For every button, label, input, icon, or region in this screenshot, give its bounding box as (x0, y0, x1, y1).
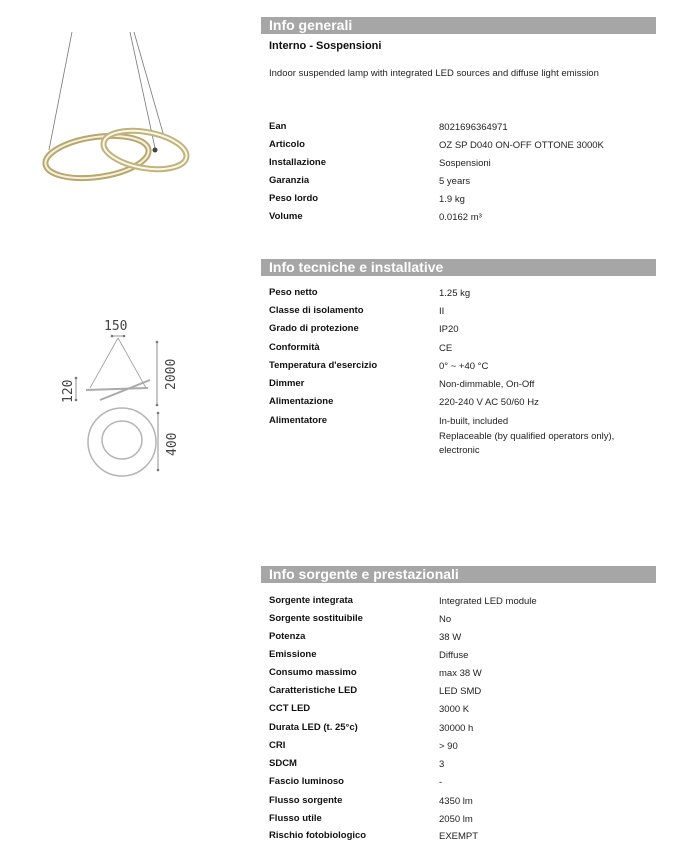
spec-label: Conformità (269, 342, 320, 353)
spec-value: 0.0162 m³ (439, 212, 482, 223)
spec-label: Grado di protezione (269, 323, 359, 334)
spec-label: Durata LED (t. 25°c) (269, 722, 358, 733)
spec-label: Flusso utile (269, 813, 322, 824)
spec-label: Peso lordo (269, 193, 319, 204)
spec-value: 5 years (439, 176, 471, 187)
spec-label: CRI (269, 740, 286, 751)
spec-label: Alimentatore (269, 415, 328, 426)
technical-drawing (0, 310, 250, 510)
spec-value: LED SMD (439, 686, 482, 697)
spec-value: 8021696364971 (439, 122, 508, 133)
spec-label: Sorgente sostituibile (269, 613, 363, 624)
left-column (0, 0, 250, 840)
spec-value: - (439, 777, 443, 788)
spec-label: Sorgente integrata (269, 595, 353, 606)
spec-value: 220-240 V AC 50/60 Hz (439, 397, 539, 408)
product-description: Indoor suspended lamp with integrated LED sources and diffuse light emission (269, 68, 599, 79)
spec-value: II (439, 306, 445, 317)
spec-label: Temperatura d'esercizio (269, 360, 378, 371)
spec-value: 2050 lm (439, 814, 473, 825)
spec-label: Classe di isolamento (269, 305, 364, 316)
spec-value: In-built, included Replaceable (by qualified operators only), electronic (439, 416, 615, 456)
spec-label: Dimmer (269, 378, 305, 389)
spec-value: OZ SP D040 ON-OFF OTTONE 3000K (439, 140, 604, 151)
dim-width: 150 (104, 319, 128, 334)
spec-value: 30000 h (439, 723, 474, 734)
spec-value: Integrated LED module (439, 596, 537, 607)
spec-value: EXEMPT (439, 831, 479, 842)
spec-label: Rischio fotobiologico (269, 830, 367, 841)
spec-value: 4350 lm (439, 796, 473, 807)
spec-value: Sospensioni (439, 158, 491, 169)
spec-label: Caratteristiche LED (269, 685, 358, 696)
section-title-general: Info generali (261, 17, 656, 34)
spec-label: Emissione (269, 649, 317, 660)
spec-label: Consumo massimo (269, 667, 357, 678)
spec-value: 1.9 kg (439, 194, 465, 205)
spec-label: Ean (269, 121, 287, 132)
spec-label: CCT LED (269, 703, 311, 714)
spec-value: 1.25 kg (439, 288, 471, 299)
spec-label: Volume (269, 211, 303, 222)
dim-height-body: 120 (61, 379, 76, 403)
spec-value: Diffuse (439, 650, 469, 661)
spec-label: Flusso sorgente (269, 795, 343, 806)
section-title-source: Info sorgente e prestazionali (261, 566, 656, 583)
spec-value: Non-dimmable, On-Off (439, 379, 535, 390)
spec-label: Garanzia (269, 175, 310, 186)
spec-value: 38 W (439, 632, 462, 643)
spec-label: Fascio luminoso (269, 776, 344, 787)
product-image (0, 0, 250, 210)
spec-label: Potenza (269, 631, 306, 642)
spec-label: Installazione (269, 157, 327, 168)
spec-value: 3 (439, 759, 445, 770)
spec-value: 3000 K (439, 704, 470, 715)
spec-value: No (439, 614, 452, 625)
spec-value: max 38 W (439, 668, 482, 679)
section-title-technical: Info tecniche e installative (261, 259, 656, 276)
dim-diameter: 400 (165, 432, 180, 456)
dim-height-cable: 2000 (164, 358, 179, 390)
spec-label: Peso netto (269, 287, 318, 298)
spec-value: IP20 (439, 324, 459, 335)
spec-value: CE (439, 343, 453, 354)
spec-label: SDCM (269, 758, 297, 769)
spec-label: Alimentazione (269, 396, 334, 407)
spec-value: 0° ~ +40 °C (439, 361, 489, 372)
category-subtitle: Interno - Sospensioni (269, 40, 382, 52)
spec-value: > 90 (439, 741, 458, 752)
spec-label: Articolo (269, 139, 305, 150)
